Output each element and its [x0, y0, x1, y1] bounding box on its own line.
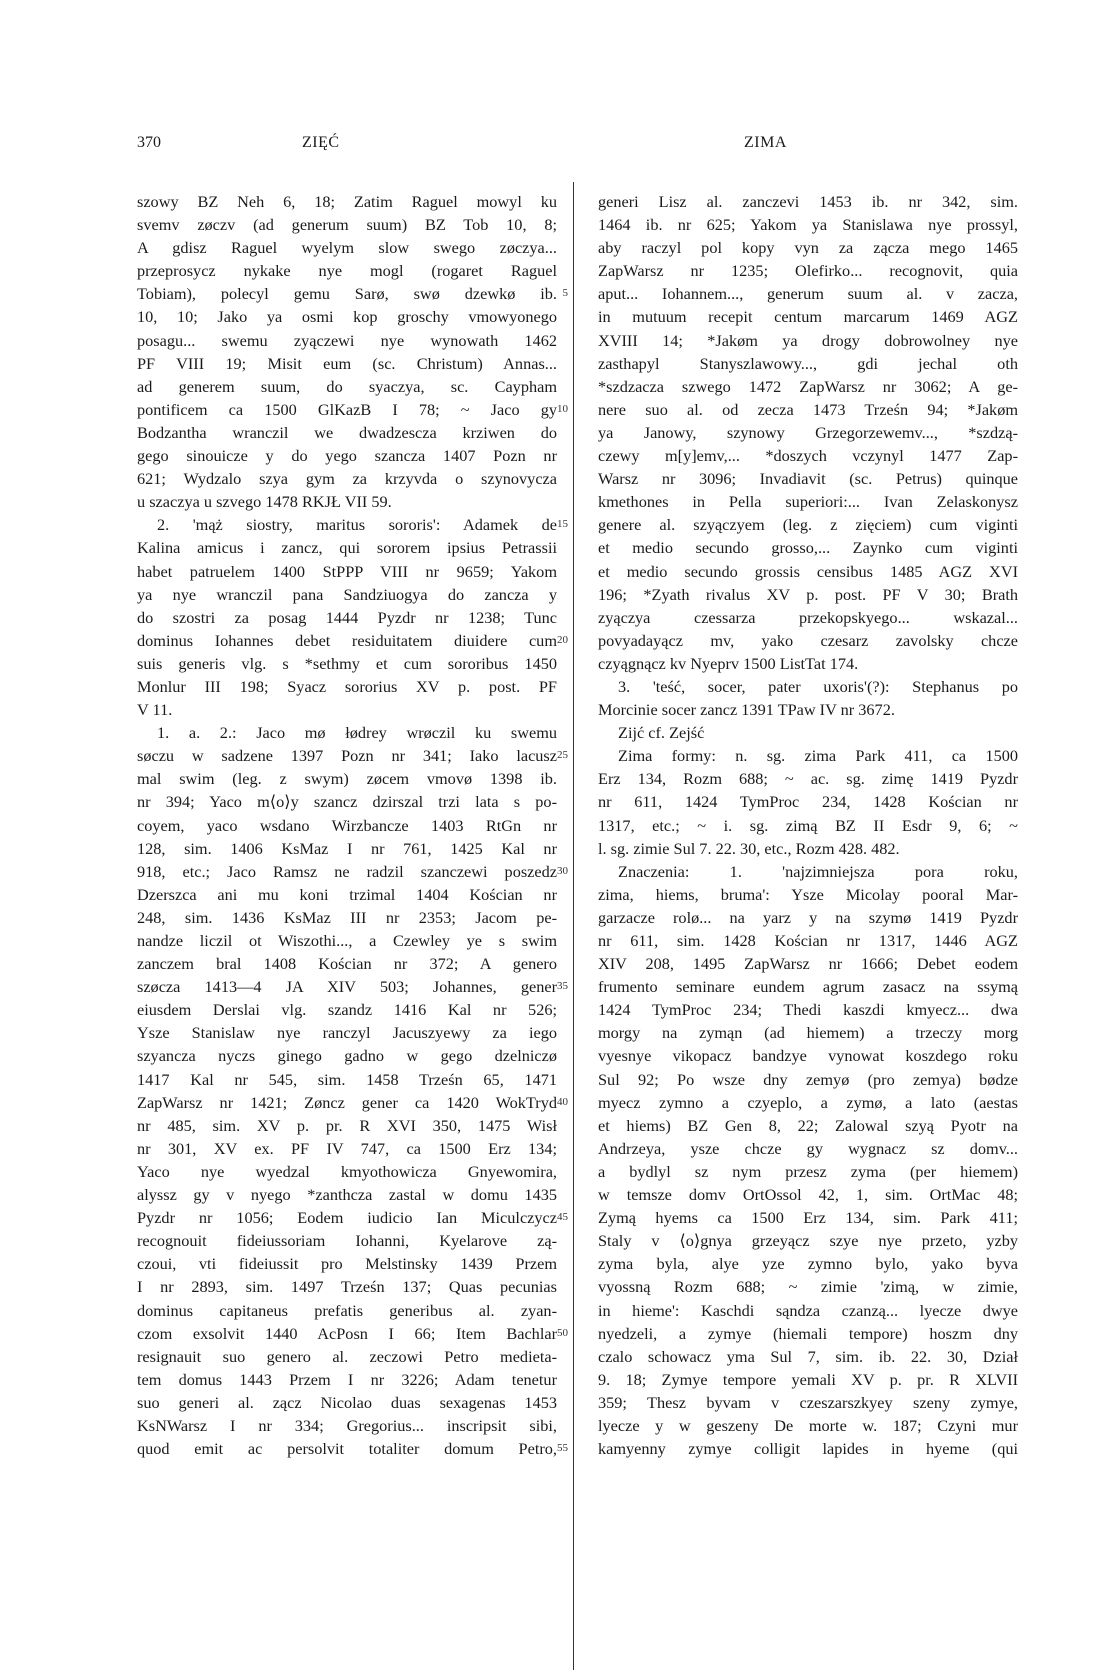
- text-line: in hieme': Kaschdi sąndza czanzą... lyecze dwye: [598, 1300, 1018, 1320]
- text-line: kamyenny zymye colligit lapides in hyeme (qui: [598, 1439, 1018, 1459]
- page-number: 370: [137, 134, 161, 151]
- text-line: V 11.: [137, 700, 173, 720]
- line-number: 35: [557, 980, 568, 993]
- text-line: czewy m[y]emv,... *doszych vczynyl 1477 Zap-: [598, 446, 1018, 466]
- text-line: 9. 18; Zymye tempore yemali XV p. pr. R XLVII: [598, 1369, 1018, 1389]
- text-line: czalo schowacz yma Sul 7, sim. ib. 22. 30, Dział: [598, 1346, 1018, 1366]
- text-line: szowy BZ Neh 6, 18; Zatim Raguel mowyl ku: [137, 192, 557, 211]
- line-number: 45: [557, 1211, 568, 1224]
- text-line: suo generi al. zącz Nicolao duas sexagenas 1453: [137, 1392, 557, 1412]
- text-line: nr 485, sim. XV p. pr. R XVI 350, 1475 Wisł: [137, 1115, 557, 1135]
- text-line: zasthapyl Stanyszlawowy..., gdi jechal oth: [598, 353, 1018, 373]
- text-line: aput... Iohannem..., generum suum al. v zacza,: [598, 284, 1018, 304]
- line-number: 25: [557, 749, 568, 762]
- text-line: Zima formy: n. sg. zima Park 411, ca 1500: [618, 746, 1018, 766]
- text-line: Sul 92; Po wsze dny zemyø (pro zemya) bødze: [598, 1069, 1018, 1089]
- text-line: czyągnącz kv Nyeprv 1500 ListTat 174.: [598, 653, 859, 673]
- text-line: Znaczenia: 1. 'najzimniejsza pora roku,: [618, 861, 1018, 881]
- text-line: KsNWarsz I nr 334; Gregorius... inscripsit sibi,: [137, 1415, 557, 1435]
- text-line: czoui, vti fideiussit pro Melstinsky 1439 Przem: [137, 1254, 557, 1274]
- text-line: tem domus 1443 Przem I nr 3226; Adam tenetur: [137, 1369, 557, 1389]
- text-line: zyma byla, alye yze zymno bylo, yako byva: [598, 1254, 1018, 1274]
- line-number: 20: [557, 633, 568, 646]
- text-line: Monlur III 198; Syacz sororius XV p. post. PF: [137, 676, 557, 696]
- text-line: zyączya czessarza przekopskyego... wskazal...: [598, 607, 1018, 627]
- line-number: 5: [562, 287, 568, 300]
- text-line: et medio secundo grossis censibus 1485 AGZ XVI: [598, 561, 1018, 581]
- text-line: myecz zymno a czyeplo, a zymø, a lato (aestas: [598, 1092, 1018, 1112]
- text-line: u szaczya u szvego 1478 RKJŁ VII 59.: [137, 492, 392, 512]
- text-line: XIV 208, 1495 ZapWarsz nr 1666; Debet eodem: [598, 954, 1018, 974]
- running-header: [0, 134, 1117, 158]
- text-line: 3. 'teść, socer, pater uxoris'(?): Stephanus po: [618, 676, 1018, 696]
- text-line: Andrzeya, ysze chcze gy wygnacz sz domv...: [598, 1138, 1018, 1158]
- text-line: l. sg. zimie Sul 7. 22. 30, etc., Rozm 428. 482.: [598, 838, 900, 858]
- text-line: 359; Thesz byvam v czeszarszkyey szeny zymye,: [598, 1392, 1018, 1412]
- line-number: 10: [557, 402, 568, 415]
- text-line: 1417 Kal nr 545, sim. 1458 Trześn 65, 1471: [137, 1069, 557, 1089]
- text-line: nr 611, 1424 TymProc 234, 1428 Kościan nr: [598, 792, 1018, 812]
- left-column: [137, 190, 557, 1460]
- column-divider: [573, 182, 574, 1670]
- text-line: ya Janowy, szynowy Grzegorzewemv..., *szdzą-: [598, 422, 1018, 442]
- line-number: 15: [557, 518, 568, 531]
- text-line: przeprosycz nykake nye mogl (rogaret Raguel: [137, 261, 557, 281]
- text-line: Pyzdr nr 1056; Eodem iudicio Ian Miculczycz: [137, 1208, 557, 1228]
- text-line: generi Lisz al. zanczevi 1453 ib. nr 342, sim.: [598, 192, 1018, 211]
- right-column: [598, 190, 1018, 1460]
- text-line: Ysze Stanislaw nye ranczyl Jacuszyewy za iego: [137, 1023, 557, 1043]
- line-number: 30: [557, 864, 568, 877]
- text-line: Zijć cf. Zejść: [618, 723, 705, 743]
- text-line: Kalina amicus i zancz, qui sororem ipsius Petrassii: [137, 538, 557, 558]
- text-line: ZapWarsz nr 1235; Olefirko... recognovit, quia: [598, 261, 1018, 281]
- text-line: et hiems) BZ Gen 8, 22; Zalowal szyą Pyotr na: [598, 1115, 1018, 1135]
- text-line: Staly v ⟨o⟩gnya grzeyącz szye nye przeto, yzby: [598, 1231, 1018, 1251]
- text-line: szøcza 1413—4 JA XIV 503; Johannes, gener: [137, 977, 557, 997]
- text-line: vyossną Rozm 688; ~ zimie 'zimą, w zimie,: [598, 1277, 1018, 1297]
- text-line: frumento seminare eundem agrum zasacz na ssymą: [598, 977, 1018, 997]
- text-line: gego sinouicze y do yego szancza 1407 Pozn nr: [137, 446, 557, 466]
- text-line: eiusdem Derslai vlg. szandz 1416 Kal nr 526;: [137, 1000, 557, 1020]
- text-line: vyesnye vikopacz bandzye vynowat koszdego roku: [598, 1046, 1018, 1066]
- text-line: mal swim (leg. z swym) zøcem vmovø 1398 ib.: [137, 769, 557, 789]
- left-running-head: ZIĘĆ: [302, 134, 340, 151]
- text-line: 1464 ib. nr 625; Yakom ya Stanislawa nye prossyl,: [598, 215, 1018, 235]
- text-line: nere suo al. od zecza 1473 Trześn 94; *Jakøm: [598, 399, 1018, 419]
- text-line: nr 394; Yaco m⟨o⟩y szancz dzirszal trzi lata s po-: [137, 792, 557, 812]
- text-line: lyecze y w geszeny De morte w. 187; Czyni mur: [598, 1415, 1018, 1435]
- text-line: dominus Iohannes debet residuitatem diuidere cum: [137, 630, 557, 650]
- text-line: alyssz gy v nyego *zanthcza zastal w domu 1435: [137, 1185, 557, 1205]
- text-line: 128, sim. 1406 KsMaz I nr 761, 1425 Kal nr: [137, 838, 557, 858]
- text-line: ZapWarsz nr 1421; Zøncz gener ca 1420 WokTryd: [137, 1092, 557, 1112]
- text-line: 1424 TymProc 234; Thedi kaszdi kmyecz... dwa: [598, 1000, 1018, 1020]
- text-line: Dzerszca ani mu koni trzimal 1404 Kościan nr: [137, 884, 557, 904]
- line-number: 55: [557, 1442, 568, 1455]
- text-line: povyadayącz mv, yako czesarz zavolsky chcze: [598, 630, 1018, 650]
- text-line: Tobiam), polecyl gemu Sarø, swø dzewkø ib.: [137, 284, 557, 304]
- text-line: nandze liczil ot Wiszothi..., a Czewley ye s swim: [137, 931, 557, 950]
- text-line: 196; *Zyath rivalus XV p. post. PF V 30; Brath: [598, 584, 1018, 604]
- text-line: Morcinie socer zancz 1391 TPaw IV nr 3672.: [598, 700, 895, 720]
- text-line: 1. a. 2.: Jaco mø łødrey wrøczil ku swemu: [157, 723, 557, 743]
- text-line: morgy na zymąn (ad hiemem) a trzeczy morg: [598, 1023, 1018, 1043]
- text-line: 1317, etc.; ~ i. sg. zimą BZ II Esdr 9, 6; ~: [598, 815, 1018, 835]
- text-line: zanczem bral 1408 Kościan nr 372; A genero: [137, 954, 557, 974]
- text-line: PF VIII 19; Misit eum (sc. Christum) Annas...: [137, 353, 557, 373]
- text-line: søczu w sadzene 1397 Pozn nr 341; Iako lacusz: [137, 746, 557, 766]
- text-line: w temsze domv OrtOssol 42, 1, sim. OrtMac 48;: [598, 1185, 1018, 1205]
- text-line: XVIII 14; *Jakøm ya drogy dobrowolney nye: [598, 330, 1018, 350]
- text-line: nr 611, sim. 1428 Kościan nr 1317, 1446 AGZ: [598, 931, 1018, 950]
- text-line: do szostri za posag 1444 Pyzdr nr 1238; Tunc: [137, 607, 557, 627]
- text-line: nr 301, XV ex. PF IV 747, ca 1500 Erz 134;: [137, 1138, 557, 1158]
- text-line: quod emit ac persolvit totaliter domum Petro,: [137, 1439, 557, 1459]
- text-line: ya nye wranczil pana Sandziuogya do zancza y: [137, 584, 557, 604]
- line-number: 40: [557, 1095, 568, 1108]
- text-line: Yaco nye wyedzal kmyothowicza Gnyewomira,: [137, 1161, 557, 1181]
- text-line: I nr 2893, sim. 1497 Trześn 137; Quas pecunias: [137, 1277, 557, 1297]
- text-line: ad generem suum, do syaczya, sc. Caypham: [137, 376, 557, 396]
- text-line: habet patruelem 1400 StPPP VIII nr 9659; Yakom: [137, 561, 557, 581]
- line-number: 50: [557, 1326, 568, 1339]
- text-line: Warsz nr 3096; Invadiavit (sc. Petrus) quinque: [598, 469, 1018, 489]
- text-line: *szdzacza szwego 1472 ZapWarsz nr 3062; A ge-: [598, 376, 1018, 396]
- text-line: et medio secundo grosso,... Zaynko cum viginti: [598, 538, 1018, 558]
- text-line: coyem, yaco wsdano Wirzbancze 1403 RtGn nr: [137, 815, 557, 835]
- text-line: 2. 'mąż siostry, maritus sororis': Adamek de: [157, 515, 557, 535]
- text-line: 10, 10; Jako ya osmi kop groschy vmowyonego: [137, 307, 557, 327]
- text-line: garzacze rolø... na yarz y na szymø 1419 Pyzdr: [598, 907, 1018, 927]
- text-line: posagu... swemu zyączewi nye wynowath 1462: [137, 330, 557, 350]
- right-running-head: ZIMA: [744, 134, 787, 151]
- text-line: Zymą hyems ca 1500 Erz 134, sim. Park 411;: [598, 1208, 1018, 1228]
- text-line: a bydlyl sz nym przesz zyma (per hiemem): [598, 1161, 1018, 1181]
- text-line: dominus capitaneus prefatis generibus al. zyan-: [137, 1300, 557, 1320]
- text-line: Erz 134, Rozm 688; ~ ac. sg. zimę 1419 Pyzdr: [598, 769, 1018, 789]
- text-line: zima, hiems, bruma': Ysze Micolay pooral Mar-: [598, 884, 1018, 904]
- text-line: nyedzeli, a zymye (hiemali tempore) hoszm dny: [598, 1323, 1018, 1343]
- text-line: czom exsolvit 1440 AcPosn I 66; Item Bachlar: [137, 1323, 557, 1343]
- text-line: kmethones in Pella superiori:... Ivan Zelaskonysz: [598, 492, 1018, 512]
- text-line: genere al. szyączyem (leg. z zięciem) cum viginti: [598, 515, 1018, 535]
- text-line: 918, etc.; Jaco Ramsz ne radzil szanczewi poszedz: [137, 861, 557, 881]
- text-line: recognouit fideiussoriam Iohanni, Kyelarove zą-: [137, 1231, 557, 1251]
- text-line: Bodzantha wranczil we dwadzescza krziwen do: [137, 422, 557, 442]
- text-line: 621; Wydzalo szya gym za krzyvda o szynovycza: [137, 469, 557, 489]
- text-line: A gdisz Raguel wyelym slow swego zøczya...: [137, 238, 557, 258]
- text-line: aby raczyl pol kopy vyn za zącza mego 1465: [598, 238, 1018, 258]
- text-line: in mutuum recepit centum marcarum 1469 AGZ: [598, 307, 1018, 327]
- text-line: szyancza nyczs ginego gadno w gego dzelniczø: [137, 1046, 557, 1066]
- text-line: pontificem ca 1500 GlKazB I 78; ~ Jaco gy: [137, 399, 557, 419]
- text-line: suis generis vlg. s *sethmy et cum sororibus 1450: [137, 653, 557, 673]
- text-line: svemv zøczv (ad generum suum) BZ Tob 10, 8;: [137, 215, 557, 235]
- text-line: 248, sim. 1436 KsMaz III nr 2353; Jacom pe-: [137, 907, 557, 927]
- text-line: resignauit suo genero al. zeczowi Petro medieta-: [137, 1346, 557, 1366]
